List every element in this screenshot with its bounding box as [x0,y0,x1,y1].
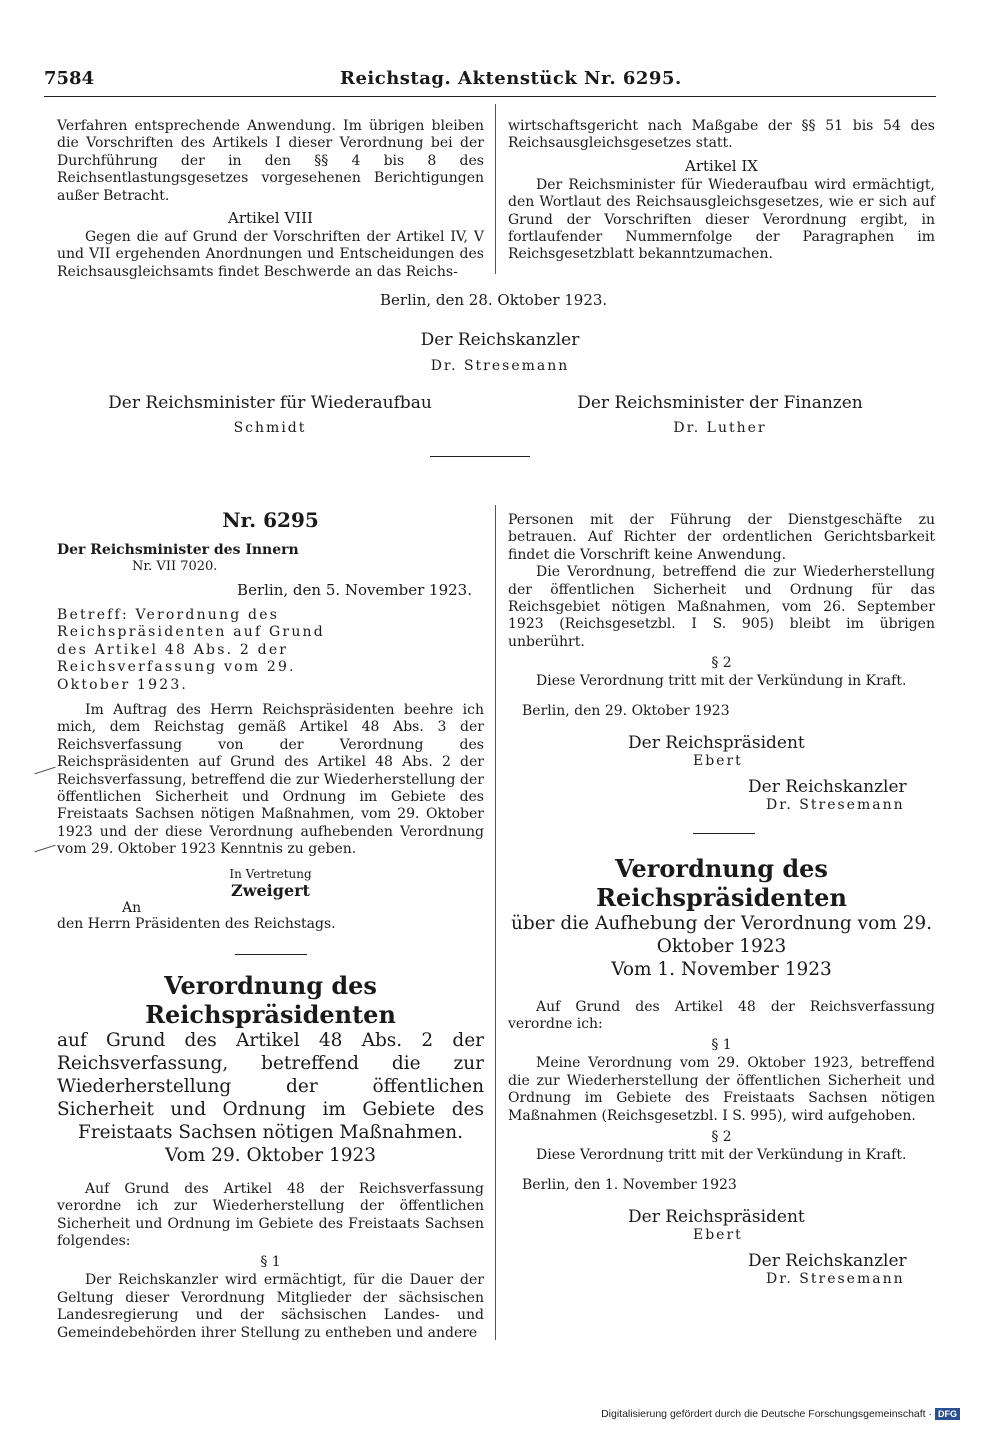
article-ix-heading: Artikel IX [685,156,758,175]
article-ix-text: Der Reichsminister für Wiederaufbau wird ermächtigt, den Wortlaut des Reichsausgleichsgesetzes, wie er sich auf Grund der Vorschriften dieser Verordnung ergibt, in fortlaufender Nummernfolge der Paragraphen im Reichsgesetzblatt bekanntzumachen. [508,176,935,263]
decree-2-paragraph-1-heading: § 1 [711,1037,732,1054]
margin-mark [34,845,55,853]
reference-number: Nr. VII 7020. [132,559,218,574]
dfg-logo: DFG [935,1408,960,1420]
decree-2-date-line: Berlin, den 1. November 1923 [522,1176,737,1193]
decree-2-title: Verordnung des Reichspräsidenten [596,853,847,912]
paragraph-continued-2: Die Verordnung, betreffend die zur Wiederherstellung der öffentlichen Sicherheit und Ordnung für das Reichsgebiet nötigen Maßnahmen, vom 26. September 1923 (Reichsgesetzbl. I S. 905) bleibt im übrigen unberührt. [508,564,935,650]
minister-reconstruction-name: Schmidt [233,420,307,436]
in-vertretung: In Vertretung [229,866,312,881]
bottom-left-column [57,508,484,1342]
recipient: den Herrn Präsidenten des Reichstags. [57,915,336,932]
document-number: Nr. 6295 [222,508,319,532]
president-name: Ebert [693,752,743,769]
president-title: Der Reichspräsident [628,732,805,753]
decree-2-chancellor-title: Der Reichskanzler [748,1250,907,1271]
header-rule [44,96,936,97]
continued-text: Personen mit der Führung der Dienstgeschäfte zu betrauen. Auf Richter der ordentlichen Gerichtsbarkeit findet die Vorschrift keine Anwendung. [508,512,935,563]
page-header-title: Reichstag. Aktenstück Nr. 6295. [340,68,682,89]
top-date-line: Berlin, den 28. Oktober 1923. [380,291,608,309]
chancellor-name: Dr. Stresemann [430,358,570,374]
decree-1-chancellor-name: Dr. Stresemann [766,796,905,813]
decree-title: Verordnung des Reichspräsidenten [145,970,396,1029]
decree-2-intro: Auf Grund des Artikel 48 der Reichsverfassung verordne ich: [508,998,935,1033]
decree-1-date: Berlin, den 29. Oktober 1923 [522,702,730,719]
decree-2-subtitle: über die Aufhebung der Verordnung vom 29. Oktober 1923 [510,912,933,957]
decree-date: Vom 29. Oktober 1923 [164,1144,377,1166]
decree-2-paragraph-2-heading: § 2 [711,1129,732,1146]
decree-1-chancellor-title: Der Reichskanzler [748,776,907,797]
decree-subtitle: auf Grund des Artikel 48 Abs. 2 der Reichsverfassung, betreffend die zur Wiederherstellung der öffentlichen Sicherheit und Ordnung im Gebiete des Freistaats Sachsen nötigen Maßnahmen. [57,1029,484,1143]
article-viii-heading: Artikel VIII [228,209,313,228]
decree-divider-rule [235,954,307,955]
sender: Der Reichsminister des Innern [57,542,299,558]
bottom-right-column [508,512,935,1287]
paragraph-2-heading: § 2 [711,655,732,672]
paragraph-2-text: Diese Verordnung tritt mit der Verkündung in Kraft. [536,673,907,690]
letter-date: Berlin, den 5. November 1923. [237,581,472,599]
top-column-divider [495,104,496,274]
digitization-footer [601,1408,960,1420]
decree-2-president-title: Der Reichspräsident [628,1206,805,1227]
signer-name: Zweigert [231,880,310,900]
paragraph-1-heading: § 1 [260,1254,281,1271]
top-right-paragraph: wirtschaftsgericht nach Maßgabe der §§ 51 bis 54 des Reichsausgleichsgesetzes statt. [508,118,935,152]
minister-finance-name: Dr. Luther [673,420,767,436]
chancellor-title: Der Reichskanzler [420,330,580,350]
footer-text: Digitalisierung gefördert durch die Deutsche Forschungsgemeinschaft · [601,1408,932,1420]
minister-reconstruction-title: Der Reichsminister für Wiederaufbau [108,393,432,413]
decree-2-president-name: Ebert [693,1226,743,1243]
bottom-column-divider [495,505,496,1340]
top-right-column [508,118,935,264]
an-label: An [122,899,142,916]
decree-intro: Auf Grund des Artikel 48 der Reichsverfassung verordne ich zur Wiederherstellung der öffentlichen Sicherheit und Ordnung im Gebiete des Freistaats Sachsen folgendes: [57,1180,484,1249]
section-divider-rule [430,456,530,457]
decree-2-date: Vom 1. November 1923 [611,958,832,980]
top-left-paragraph: Verfahren entsprechende Anwendung. Im übrigen bleiben die Vorschriften des Artikels I dieser Verordnung bei der Durchführung der in den §§ 4 bis 8 des Reichsentlastungsgesetzes vorgesehenen Berichtigungen außer Betracht. [57,118,484,204]
article-viii-text: Gegen die auf Grund der Vorschriften der Artikel IV, V und VII ergehenden Anordnungen und Entscheidungen des Reichsausgleichsamts findet Beschwerde an das Reichs- [57,229,484,280]
page-number: 7584 [44,68,95,89]
decree-2-chancellor-name: Dr. Stresemann [766,1270,905,1287]
letter-subject: Betreff: Verordnung des Reichspräsidenten auf Grund des Artikel 48 Abs. 2 der Reichsverfassung vom 29. Oktober 1923. [57,607,325,693]
paragraph-1-text: Der Reichskanzler wird ermächtigt, für die Dauer der Geltung dieser Verordnung Mitglieder der sächsischen Landesregierung und der sächsischen Landes- und Gemeindebehörden ihrer Stellung zu entheben und andere [57,1272,484,1341]
decree-2-divider-rule [693,833,755,834]
decree-2-paragraph-1-text: Meine Verordnung vom 29. Oktober 1923, betreffend die zur Wiederherstellung der öffentlichen Sicherheit und Ordnung im Gebiete des Freistaats Sachsen nötigen Maßnahmen (Reichsgesetzbl. I S. 995), wird aufgehoben. [508,1055,935,1124]
letter-body: Im Auftrag des Herrn Reichspräsidenten beehre ich mich, dem Reichstag gemäß Artikel 48 Abs. 3 der Reichsverfassung von der Verordnung des Reichspräsidenten auf Grund des Artikel 48 Abs. 2 der Reichsverfassung, betreffend die zur Wiederherstellung der öffentlichen Sicherheit und Ordnung im Gebiete des Freistaats Sachsen nötigen Maßnahmen, vom 29. Oktober 1923 und der diese Verordnung aufhebenden Verordnung vom 29. Oktober 1923 Kenntnis zu geben. [57,702,484,858]
top-left-column [57,118,484,281]
decree-2-paragraph-2-text: Diese Verordnung tritt mit der Verkündung in Kraft. [536,1147,907,1164]
margin-mark [34,767,55,775]
minister-finance-title: Der Reichsminister der Finanzen [577,393,863,413]
